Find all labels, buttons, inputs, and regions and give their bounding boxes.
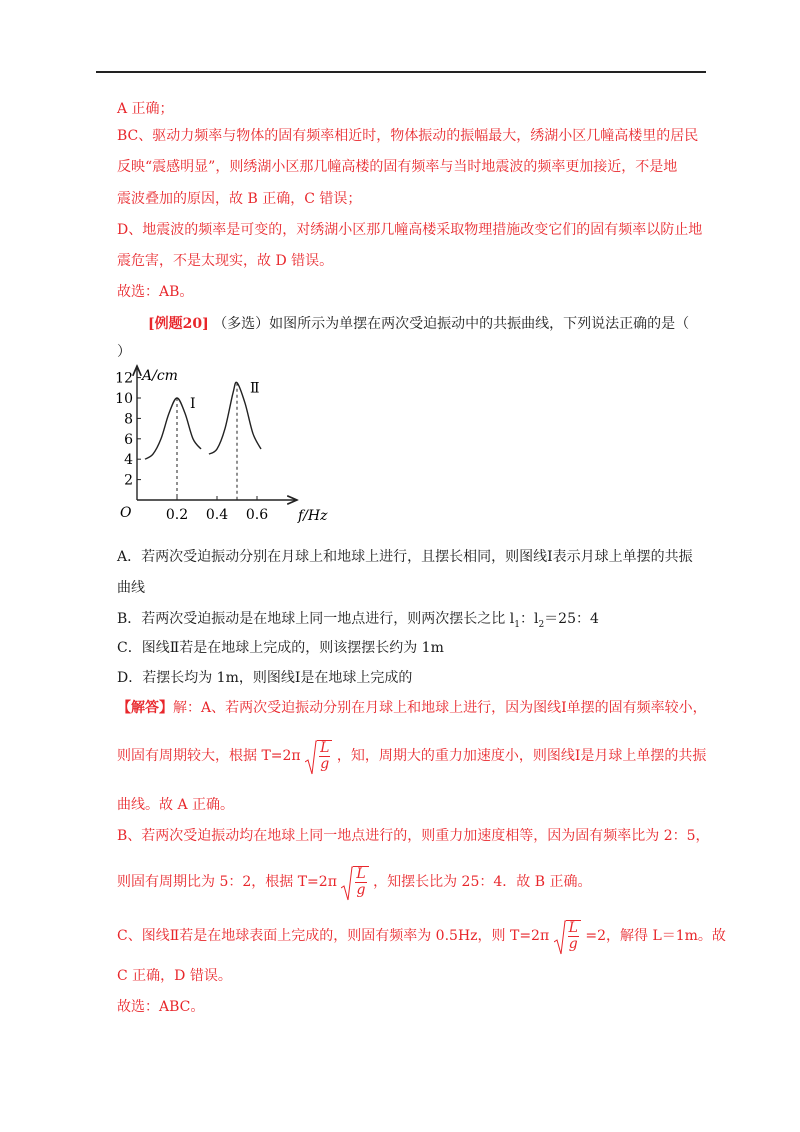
solution-line-formula [117,866,591,898]
x-tick-label: 0.2 [165,507,189,523]
solution-text: C、图线Ⅱ若是在地球表面上完成的，则固有频率为 0.5Hz，则 T=2π [117,928,550,944]
x-tick-label: 0.6 [245,507,269,523]
sqrt-formula [554,920,581,952]
solution-text: 则固有周期较大，根据 T=2π [117,748,301,764]
series-label: Ⅱ [250,380,260,397]
prev-solution-line: BC、驱动力频率与物体的固有频率相近时，物体振动的振幅最大，绣湖小区几幢高楼里的居民 [117,128,699,144]
option-b [117,609,599,635]
question-stem [148,314,689,334]
prev-solution-line: 反映“震感明显”，则绣湖小区那几幢高楼的固有频率与当时地震波的频率更加接近，不是地 [117,159,678,175]
solution-answer: 故选：ABC。 [117,999,205,1015]
option-b-text: B．若两次受迫振动是在地球上同一地点进行，则两次摆长之比 l [117,611,515,627]
sqrt-formula [341,866,368,898]
prev-solution-line: 震危害，不是太现实，故 D 错误。 [117,253,334,269]
question-stem-text: （多选）如图所示为单摆在两次受迫振动中的共振曲线，下列说法正确的是（ [213,316,690,332]
solution-text: ，知摆长比为 25：4．故 B 正确。 [373,874,592,890]
option-b-mid: ：l [519,611,539,627]
solution-line-formula [117,740,706,772]
series-label: Ⅰ [190,396,196,412]
frac-numerator: L [320,740,330,756]
resonance-chart [112,360,352,530]
sqrt-formula [305,740,332,772]
solution-line: C 正确，D 错误。 [117,968,232,984]
solution-line-formula [117,920,726,952]
option-a: A．若两次受迫振动分别在月球上和地球上进行，且摆长相同，则图线Ⅰ表示月球上单摆的共振 [117,549,693,565]
solution-tag: 【解答】 [117,700,173,716]
prev-solution-line: D、地震波的频率是可变的，对绣湖小区那几幢高楼采取物理措施改变它们的固有频率以防止地 [117,222,703,238]
y-tick-label: 12 [115,370,133,387]
solution-text: 解：A、若两次受迫振动分别在月球上和地球上进行，因为图线Ⅰ单摆的固有频率较小， [173,700,707,716]
question-stem-end: ） [117,344,131,360]
y-tick-label: 6 [124,431,133,448]
option-c: C．图线Ⅱ若是在地球上完成的，则该摆摆长约为 1m [117,640,444,656]
x-axis-label: f/Hz [298,508,328,524]
y-axis-label: A/cm [142,368,178,384]
option-b-sub2: 2 [538,619,545,630]
y-tick-label: 10 [115,391,133,407]
frac-denominator: g [356,882,366,898]
frac-denominator: g [568,936,578,952]
solution-text: ，知，周期大的重力加速度小，则图线Ⅰ是月球上单摆的共振 [336,748,707,764]
origin-label: O [120,505,132,521]
solution-line: B、若两次受迫振动均在地球上同一地点进行的，则重力加速度相等，因为固有频率比为 2：5， [117,828,710,844]
y-tick-label: 4 [124,452,133,469]
frac-numerator: L [568,920,578,936]
prev-solution-line: A 正确； [117,101,174,117]
x-tick-label: 0.4 [205,507,229,523]
question-label: [例题20] [148,316,209,332]
header-rule [96,71,706,73]
frac-denominator: g [320,756,330,772]
option-b-sub1: 1 [514,619,520,630]
y-tick-label: 2 [124,472,133,489]
solution-text: =2，解得 L＝1m。故 [585,928,726,944]
option-b-post: ＝25：4 [544,611,599,627]
prev-solution-line: 震波叠加的原因，故 B 正确，C 错误； [117,191,362,207]
option-d: D．若摆长均为 1m，则图线Ⅰ是在地球上完成的 [117,670,413,686]
solution-text: 则固有周期比为 5：2，根据 T=2π [117,874,337,890]
option-a-cont: 曲线 [117,580,145,596]
frac-numerator: L [356,866,366,882]
y-tick-label: 8 [124,411,133,428]
solution-line: 曲线。故 A 正确。 [117,797,235,813]
prev-answer: 故选：AB。 [117,284,194,300]
solution-line [117,698,707,718]
